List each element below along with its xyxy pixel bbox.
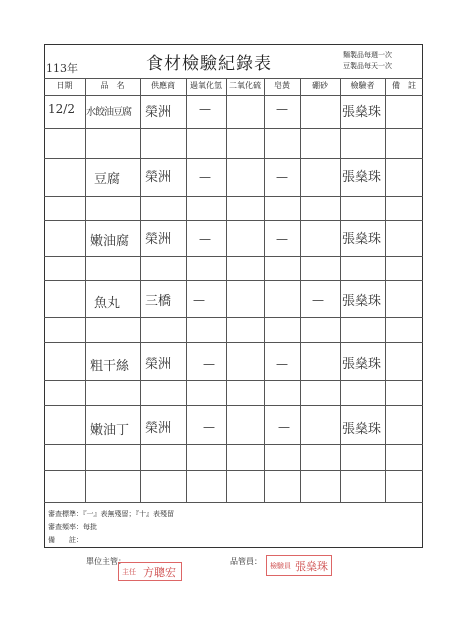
row-5-inspector: 張燊珠	[342, 357, 382, 372]
row-5-item: 粗干絲	[90, 359, 130, 374]
col-header-h2o2: 過氧化氫	[190, 81, 222, 90]
row-2-supplier: 榮洲	[145, 170, 172, 185]
inspection-frequency: 審查頻率：每批	[48, 523, 97, 531]
col-header-item: 品 名	[100, 81, 125, 90]
row-1-date: 12/2	[48, 102, 75, 116]
row-6-item: 嫩油丁	[90, 423, 130, 438]
row-4-item: 魚丸	[94, 296, 121, 311]
frequency-note-noodle: 麵製品每週一次	[343, 51, 392, 59]
row-2-inspector: 張燊珠	[342, 170, 382, 185]
col-header-soap-yellow: 皂黃	[274, 81, 290, 90]
row-4-h2o2: —	[193, 293, 205, 307]
col-header-inspector: 檢驗者	[350, 81, 375, 90]
form-title: 食材檢驗紀錄表	[146, 54, 272, 74]
director-stamp-name: 方聰宏	[143, 566, 176, 579]
director-stamp	[118, 562, 182, 581]
row-1-h2o2: —	[199, 102, 211, 116]
row-3-soap-yellow: —	[276, 232, 288, 246]
director-label: 單位主管：	[86, 557, 126, 566]
row-1-soap-yellow: —	[276, 102, 288, 116]
manager-stamp-title: 檢驗員	[270, 562, 291, 570]
row-6-supplier: 榮洲	[145, 421, 172, 436]
manager-stamp-name: 張燊珠	[295, 560, 328, 573]
col-header-borax: 硼砂	[312, 81, 328, 90]
col-header-so2: 二氧化硫	[229, 81, 261, 90]
row-3-h2o2: —	[199, 232, 211, 246]
row-5-soap-yellow: —	[276, 357, 288, 371]
row-1-inspector: 張燊珠	[342, 105, 382, 120]
row-5-h2o2: —	[203, 357, 215, 371]
row-4-inspector: 張燊珠	[342, 294, 382, 309]
row-3-item: 嫩油腐	[90, 234, 130, 249]
col-header-remarks: 備 註	[392, 81, 416, 90]
row-3-inspector: 張燊珠	[342, 232, 382, 247]
row-6-inspector: 張燊珠	[342, 422, 382, 437]
row-4-borax: —	[312, 293, 324, 307]
footer-remarks: 備 註：	[48, 536, 83, 544]
row-5-supplier: 榮洲	[145, 357, 172, 372]
year-handwritten: 113年	[46, 62, 78, 75]
row-6-h2o2: —	[203, 420, 215, 434]
row-4-supplier: 三橋	[145, 294, 172, 309]
row-2-h2o2: —	[199, 170, 211, 184]
manager-label: 品管員：	[230, 557, 262, 566]
row-1-item: 水餃油豆腐	[86, 107, 131, 118]
inspection-standard: 審查標準：『一』表無殘留；『十』表殘留	[48, 510, 174, 518]
row-1-supplier: 榮洲	[145, 105, 172, 120]
row-2-item: 豆腐	[94, 172, 121, 187]
director-stamp-title: 主任	[122, 568, 136, 576]
row-6-soap-yellow: —	[278, 420, 290, 434]
row-2-soap-yellow: —	[276, 170, 288, 184]
col-header-supplier: 供應商	[151, 81, 175, 90]
row-3-supplier: 榮洲	[145, 232, 172, 247]
col-header-date: 日期	[56, 81, 73, 90]
frequency-note-tofu: 豆製品每天一次	[343, 62, 392, 70]
manager-stamp	[266, 555, 332, 576]
